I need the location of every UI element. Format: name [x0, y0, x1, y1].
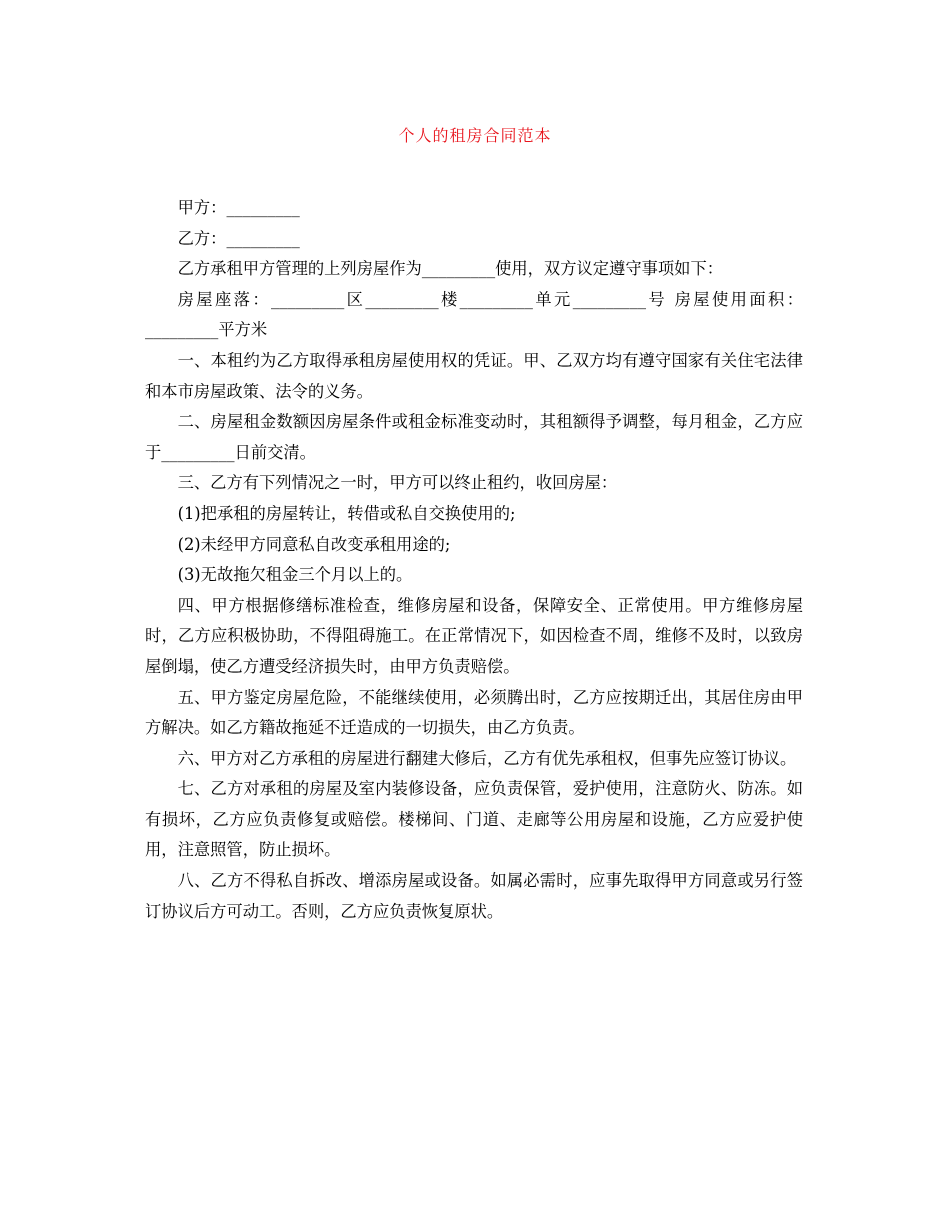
- clause-3: 三、乙方有下列情况之一时，甲方可以终止租约，收回房屋：: [177, 473, 618, 493]
- clause-3-item-1: (1)把承租的房屋转让，转借或私自交换使用的;: [177, 503, 516, 523]
- clause-6: 六、甲方对乙方承租的房屋进行翻建大修后，乙方有优先承租权，但事先应签订协议。: [177, 748, 797, 768]
- clause-5: 五、甲方鉴定房屋危险，不能继续使用，必须腾出时，乙方应按期迁出，其居住房由甲方解决。如乙方籍故拖延不迁造成的一切损失，由乙方负责。: [145, 687, 803, 738]
- location-paragraph: 房屋座落：_________区_________楼_________单元_________号 房屋使用面积：_________平方米: [145, 289, 803, 340]
- clause-1: 一、本租约为乙方取得承租房屋使用权的凭证。甲、乙双方均有遵守国家有关住宅法律和本市房屋政策、法令的义务。: [145, 350, 803, 401]
- document-body: [145, 193, 803, 927]
- clause-8: 八、乙方不得私自拆改、增添房屋或设备。如属必需时，应事先取得甲方同意或另行签订协议后方可动工。否则，乙方应负责恢复原状。: [145, 871, 803, 921]
- party-a-line: 甲方：_________: [177, 198, 300, 217]
- clause-4: 四、甲方根据修缮标准检查，维修房屋和设备，保障安全、正常使用。甲方维修房屋时，乙方应积极协助，不得阻碍施工。在正常情况下，如因检查不周，维修不及时，以致房屋倒塌，使乙方遭受经济损失时，由甲方负责赔偿。: [145, 595, 803, 676]
- clause-2: 二、房屋租金数额因房屋条件或租金标准变动时，其租额得予调整，每月租金，乙方应于_________日前交清。: [145, 412, 803, 462]
- party-b-line: 乙方：_________: [177, 228, 300, 248]
- document-title: 个人的租房合同范本: [398, 126, 552, 145]
- clause-7: 七、乙方对承租的房屋及室内装修设备，应负责保管，爱护使用，注意防火、防冻。如有损坏，乙方应负责修复或赔偿。楼梯间、门道、走廊等公用房屋和设施，乙方应爱护使用，注意照管，防止损坏。: [145, 779, 803, 860]
- clause-3-item-2: (2)未经甲方同意私自改变承租用途的;: [177, 534, 451, 554]
- clause-3-item-3: (3)无故拖欠租金三个月以上的。: [177, 565, 413, 585]
- intro-paragraph: 乙方承租甲方管理的上列房屋作为_________使用，双方议定遵守事项如下：: [177, 259, 724, 279]
